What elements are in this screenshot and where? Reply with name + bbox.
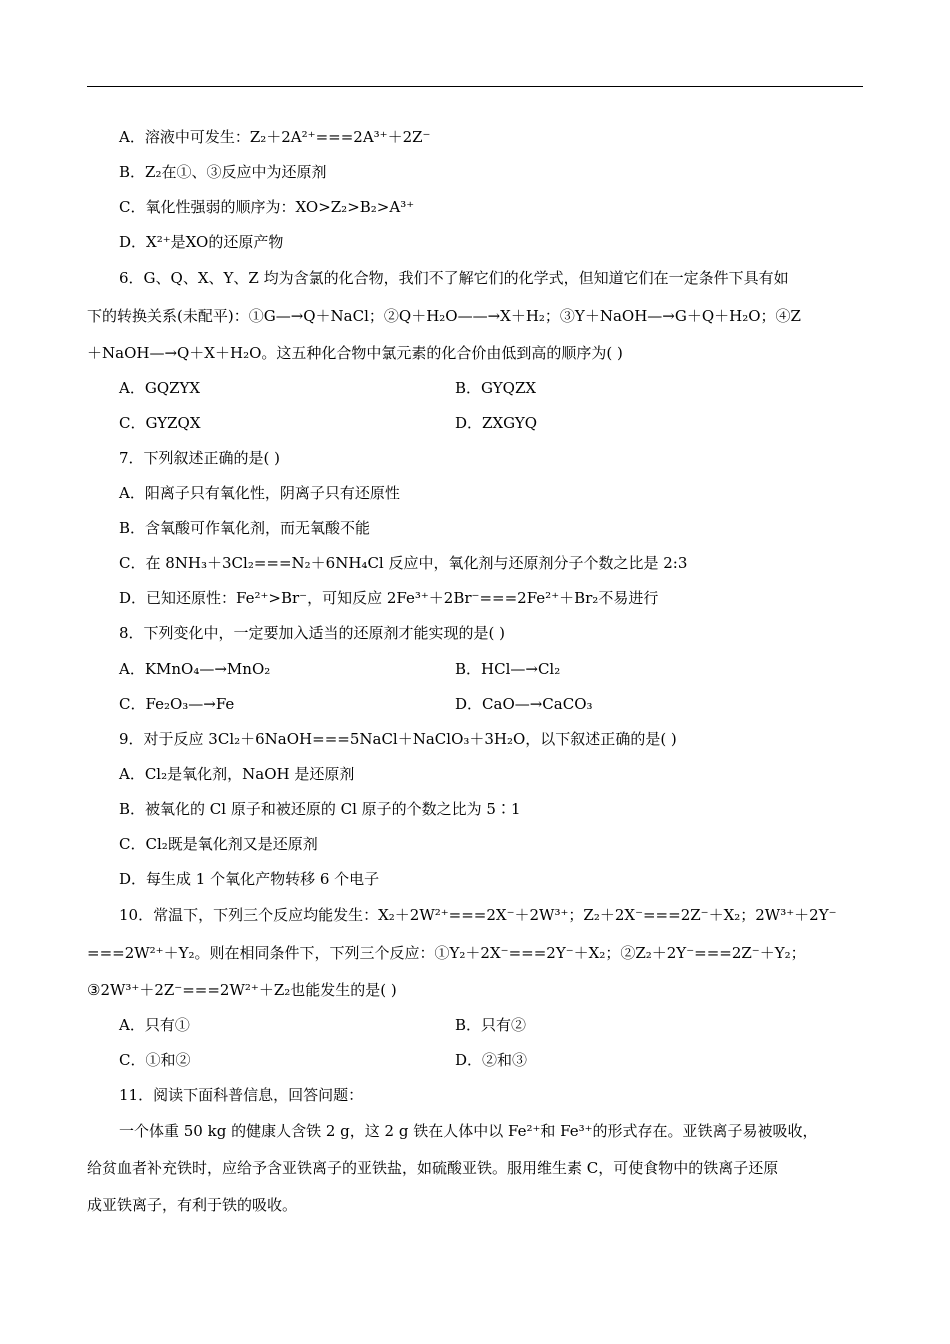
q7-option-a: A．阳离子只有氧化性，阴离子只有还原性 — [119, 484, 400, 502]
q7-option-c: C．在 8NH₃＋3Cl₂===N₂＋6NH₄Cl 反应中，氧化剂与还原剂分子个数之比是 2:3 — [119, 554, 688, 572]
q8-option-a: A．KMnO₄—→MnO₂ — [119, 660, 271, 678]
q10-stem-line1: 10．常温下，下列三个反应均能发生：X₂＋2W²⁺===2X⁻＋2W³⁺；Z₂＋2X⁻===2Z⁻＋X₂；2W³⁺＋2Y⁻ — [119, 906, 837, 924]
q6-stem-line2: 下的转换关系(未配平)：①G—→Q＋NaCl；②Q＋H₂O——→X＋H₂；③Y＋NaOH—→G＋Q＋H₂O；④Z — [87, 307, 801, 325]
q7-stem: 7．下列叙述正确的是( ) — [119, 449, 281, 467]
q5-option-d: D．X²⁺是XO的还原产物 — [119, 233, 284, 251]
q5-option-c: C．氧化性强弱的顺序为：XO>Z₂>B₂>A³⁺ — [119, 198, 415, 216]
q6-option-a: A．GQZYX — [119, 379, 201, 397]
q6-stem-line3: ＋NaOH—→Q＋X＋H₂O。这五种化合物中氯元素的化合价由低到高的顺序为( ) — [87, 344, 623, 362]
q5-option-b: B．Z₂在①、③反应中为还原剂 — [119, 163, 327, 181]
q9-option-b: B．被氧化的 Cl 原子和被还原的 Cl 原子的个数之比为 5∶1 — [119, 800, 521, 818]
header-rule — [87, 86, 863, 87]
q11-passage-line1: 一个体重 50 kg 的健康人含铁 2 g，这 2 g 铁在人体中以 Fe²⁺和 Fe³⁺的形式存在。亚铁离子易被吸收， — [119, 1122, 818, 1140]
q6-option-c: C．GYZQX — [119, 414, 201, 432]
q6-option-b: B．GYQZX — [455, 379, 537, 397]
q8-option-b: B．HCl—→Cl₂ — [455, 660, 561, 678]
q10-stem-line2: ===2W²⁺＋Y₂。则在相同条件下，下列三个反应：①Y₂＋2X⁻===2Y⁻＋X₂；②Z₂＋2Y⁻===2Z⁻＋Y₂； — [87, 944, 806, 962]
q10-option-a: A．只有① — [119, 1016, 190, 1034]
q7-option-b: B．含氧酸可作氧化剂，而无氧酸不能 — [119, 519, 371, 537]
q7-option-d: D．已知还原性：Fe²⁺>Br⁻，可知反应 2Fe³⁺＋2Br⁻===2Fe²⁺＋Br₂不易进行 — [119, 589, 659, 607]
q10-option-d: D．②和③ — [455, 1051, 528, 1069]
q6-stem-line1: 6．G、Q、X、Y、Z 均为含氯的化合物，我们不了解它们的化学式，但知道它们在一定条件下具有如 — [119, 269, 789, 287]
q6-option-d: D．ZXGYQ — [455, 414, 538, 432]
q5-option-a: A．溶液中可发生：Z₂＋2A²⁺===2A³⁺＋2Z⁻ — [119, 128, 431, 146]
q11-passage-line3: 成亚铁离子，有利于铁的吸收。 — [87, 1196, 298, 1214]
q9-option-d: D．每生成 1 个氧化产物转移 6 个电子 — [119, 870, 380, 888]
q9-option-a: A．Cl₂是氧化剂，NaOH 是还原剂 — [119, 765, 355, 783]
q9-option-c: C．Cl₂既是氧化剂又是还原剂 — [119, 835, 318, 853]
q9-stem: 9．对于反应 3Cl₂＋6NaOH===5NaCl＋NaClO₃＋3H₂O，以下叙述正确的是( ) — [119, 730, 677, 748]
q8-stem: 8．下列变化中，一定要加入适当的还原剂才能实现的是( ) — [119, 624, 506, 642]
q11-stem: 11．阅读下面科普信息，回答问题： — [119, 1086, 364, 1104]
q8-option-d: D．CaO—→CaCO₃ — [455, 695, 593, 713]
q10-option-c: C．①和② — [119, 1051, 191, 1069]
q11-passage-line2: 给贫血者补充铁时，应给予含亚铁离子的亚铁盐，如硫酸亚铁。服用维生素 C，可使食物中的铁离子还原 — [87, 1159, 779, 1177]
q10-option-b: B．只有② — [455, 1016, 527, 1034]
q10-stem-line3: ③2W³⁺＋2Z⁻===2W²⁺＋Z₂也能发生的是( ) — [87, 981, 397, 999]
q8-option-c: C．Fe₂O₃—→Fe — [119, 695, 235, 713]
